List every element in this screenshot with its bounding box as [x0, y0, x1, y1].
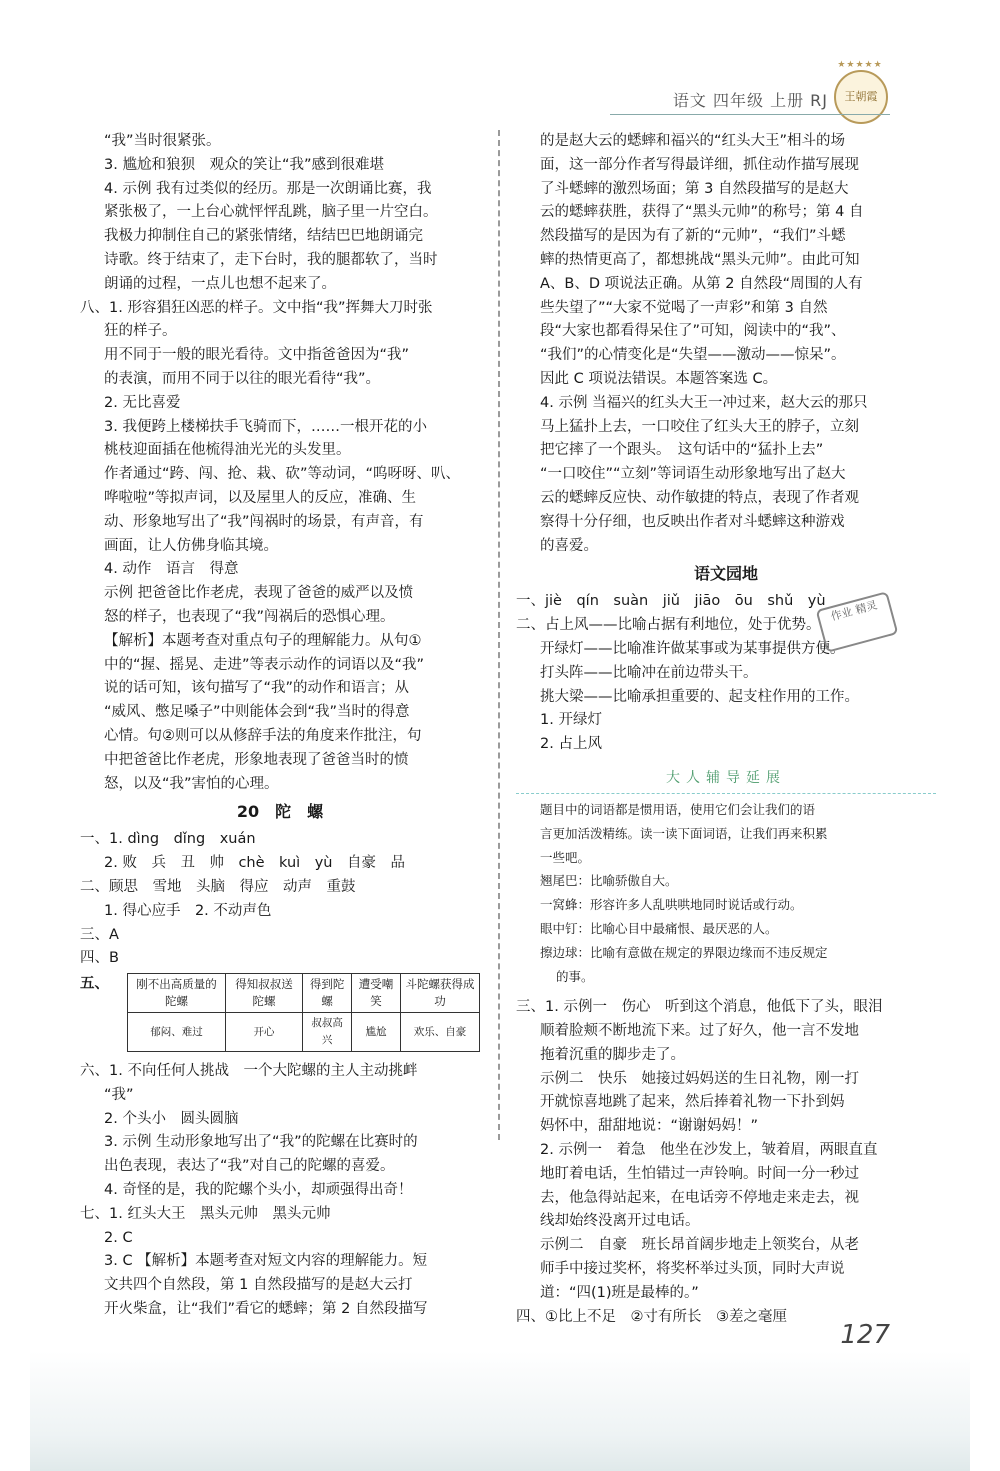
table-header-cell: 得知叔叔送陀螺 — [225, 974, 302, 1013]
answer-lines-top — [80, 130, 480, 796]
answer-line: 2. 个头小 圆头圆脑 — [104, 1110, 239, 1127]
answer-line: 2. 无比喜爱 — [104, 394, 181, 411]
extension-lines — [516, 798, 936, 988]
brand-badge-icon — [834, 70, 888, 124]
answer-line: 三、1. 示例一 伤心 听到这个消息，他低下了头，眼泪 — [516, 999, 883, 1016]
answer-line: 师手中接过奖杯，将奖杯举过头顶，同时大声说 — [540, 1261, 845, 1278]
answer-line: 3. 示例 生动形象地写出了“我”的陀螺在比赛时的 — [104, 1134, 418, 1151]
table-answer-cell: 叔叔高兴 — [303, 1013, 352, 1052]
answer-line: 紧张极了，一上台心就怦怦乱跳，脑子里一片空白。 — [104, 204, 438, 221]
answer-line: 朗诵的过程，一点儿也想不起来了。 — [104, 275, 336, 292]
extension-line: 的事。 — [556, 968, 594, 984]
table-header-cell: 遭受嘲笑 — [352, 974, 401, 1013]
answer-line: 1. 开绿灯 — [540, 712, 602, 729]
answer-line: 挑大梁——比喻承担重要的、起支柱作用的工作。 — [540, 688, 859, 705]
answer-line: 示例二 快乐 她接过妈妈送的生日礼物，刚一打 — [540, 1070, 859, 1087]
answer-line: 2. 占上风 — [540, 736, 602, 753]
answer-line: 怒的样子，也表现了“我”闯祸后的恐惧心理。 — [104, 608, 395, 625]
answer-line: 2. 示例一 着急 他坐在沙发上，皱着眉，两眼直直 — [540, 1142, 878, 1159]
answer-line: 2. C — [104, 1229, 133, 1246]
answer-line: 桃枝迎面插在他梳得油光光的头发里。 — [104, 442, 351, 459]
answer-line: 云的蟋蟀反应快、动作敏捷的特点，表现了作者观 — [540, 489, 859, 506]
answer-line: 开绿灯——比喻准许做某事或为某事提供方便。 — [540, 640, 845, 657]
badge-stars: ★★★★★ — [837, 60, 883, 70]
answer-line: “我”当时很紧张。 — [104, 133, 221, 149]
answer-line: 了斗蟋蟀的激烈场面；第 3 自然段描写的是赵大 — [540, 180, 849, 197]
answer-line: 面，这一部分作者写得最详细，抓住动作描写展现 — [540, 156, 859, 173]
answer-line: “威风、憋足嗓子”中则能体会到“我”当时的得意 — [104, 704, 410, 721]
extension-line: 一窝蜂：形容许多人乱哄哄地同时说话或行动。 — [540, 897, 803, 913]
answer-line: A、B、D 项说法正确。从第 2 自然段“周围的人有 — [540, 275, 863, 292]
answer-line: 马上猛扑上去，一口咬住了红头大王的脖子，立刻 — [540, 418, 859, 435]
table-header-cell: 刚不出高质量的陀螺 — [128, 974, 226, 1013]
answer-line: “一口咬住”“立刻”等词语生动形象地写出了赵大 — [540, 466, 846, 483]
lesson-title: 20 陀 螺 — [236, 802, 324, 822]
answer-line: 说的话可知，该句描写了“我”的动作和语言；从 — [104, 680, 410, 697]
answer-line: 4. 动作 语言 得意 — [104, 561, 239, 578]
answer-line: 1. 得心应手 2. 不动声色 — [104, 902, 272, 919]
answer-line: “我” — [104, 1086, 134, 1103]
answer-line: 4. 奇怪的是，我的陀螺个头小，却顽强得出奇！ — [104, 1182, 413, 1199]
answer-line: 因此 C 项说法错误。本题答案选 C。 — [540, 370, 778, 387]
answer-line: 的是赵大云的蟋蟀和福兴的“红头大王”相斗的场 — [540, 133, 846, 149]
answer-line: 的表演，而用不同于以往的眼光看待“我”。 — [104, 370, 381, 387]
table-label: 五、 — [80, 976, 109, 993]
answer-line: 4. 示例 我有过类似的经历。那是一次朗诵比赛，我 — [104, 180, 432, 197]
extension-line: 眼中钉：比喻心目中最痛恨、最厌恶的人。 — [540, 920, 778, 936]
answer-line: 作者通过“跨、闯、抢、栽、砍”等动词，“呜呀呀、叭、 — [104, 466, 461, 483]
table-header-cell: 得到陀螺 — [303, 974, 352, 1013]
badge-text: 王朝霞 — [844, 90, 878, 103]
answer-line: 打头阵——比喻冲在前边带头干。 — [540, 664, 758, 681]
answer-line: 我极力抑制住自己的紧张情绪，结结巴巴地朗诵完 — [104, 228, 423, 245]
answer-line: 段“大家也都看得呆住了”可知，阅读中的“我”、 — [540, 323, 846, 340]
answer-line: 四、B — [80, 950, 119, 967]
table-block — [80, 973, 480, 1052]
book-title: 语文 四年级 上册 RJ — [672, 91, 828, 110]
answer-line: 开火柴盒，让“我们”看它的蟋蟀；第 2 自然段描写 — [104, 1301, 428, 1318]
answer-line: 七、1. 红头大王 黑头元帅 黑头元帅 — [80, 1205, 331, 1222]
answer-line: 动、形象地写出了“我”闯祸时的场景，有声音，有 — [104, 513, 424, 530]
answer-line: 云的蟋蟀获胜，获得了“黑头元帅”的称号；第 4 自 — [540, 204, 864, 221]
page-number: 127 — [840, 1320, 890, 1350]
answer-line: 狂的样子。 — [104, 323, 177, 340]
answer-line: 六、1. 不向任何人挑战 一个大陀螺的主人主动挑衅 — [80, 1063, 418, 1080]
table-answer-cell: 尴尬 — [352, 1013, 401, 1052]
answer-line: 中的“握、摇晃、走进”等表示动作的词语以及“我” — [104, 656, 425, 673]
answer-line: 用不同于一般的眼光看待。文中指爸爸因为“我” — [104, 347, 410, 364]
section-three — [516, 996, 936, 1329]
answer-line: 些失望了”“大家不觉喝了一声彩”和第 3 自然 — [540, 299, 828, 316]
answer-line: 二、顾思 雪地 头脑 得应 动声 重鼓 — [80, 878, 356, 895]
answer-line: 4. 示例 当福兴的红头大王一冲过来，赵大云的那只 — [540, 394, 868, 411]
answer-line: 线却始终没离开过电话。 — [540, 1213, 700, 1230]
answer-line: 去，他急得站起来，在电话旁不停地走来走去，视 — [540, 1189, 859, 1206]
answer-line: 3. 我便跨上楼梯扶手飞骑而下，……一根开花的小 — [104, 418, 427, 435]
extension-line: 翘尾巴：比喻骄傲自大。 — [540, 873, 678, 889]
table-answer-cell: 郁闷、难过 — [128, 1013, 226, 1052]
extension-line: 言更加活泼精练。读一读下面词语，让我们再来积累 — [540, 825, 828, 841]
extension-title-text: 大人辅导延展 — [658, 770, 794, 786]
extension-line: 擦边球：比喻有意做在规定的界限边缘而不违反规定 — [540, 944, 828, 960]
answer-line: 示例 把爸爸比作老虎，表现了爸爸的威严以及愤 — [104, 585, 414, 602]
header-rule — [610, 114, 890, 115]
table-answer-cell: 欢乐、自豪 — [400, 1013, 479, 1052]
table-answer-cell: 开心 — [225, 1013, 302, 1052]
answer-lines-bottom — [80, 1060, 480, 1322]
answer-line: 顺着脸颊不断地流下来。过了好久，他一言不发地 — [540, 1023, 859, 1040]
extension-title — [516, 763, 936, 794]
answer-line: 三、A — [80, 926, 119, 943]
answer-line: 开就惊喜地跳了起来，然后捧着礼物一下扑到妈 — [540, 1094, 845, 1111]
answer-line: 诗歌。终于结束了，走下台时，我的腿都软了，当时 — [104, 251, 438, 268]
left-column — [80, 130, 480, 1322]
footer-decoration — [30, 1351, 970, 1471]
answer-line: 把它摔了一个跟头。 这句话中的“猛扑上去” — [540, 442, 824, 459]
answer-line: “我们”的心情变化是“失望——激动——惊呆”。 — [540, 347, 846, 364]
answer-line: 的喜爱。 — [540, 537, 598, 554]
answer-line: 然段描写的是因为有了新的“元帅”，“我们”斗蟋 — [540, 228, 846, 245]
answer-line: 【解析】本题考查对重点句子的理解能力。从句① — [104, 632, 422, 649]
answer-line: 蟀的热情更高了，都想挑战“黑头元帅”。由此可知 — [540, 251, 860, 268]
column-divider — [498, 130, 500, 1140]
answer-line: 怒，以及“我”害怕的心理。 — [104, 775, 279, 792]
answer-line: 拖着沉重的脚步走了。 — [540, 1046, 685, 1063]
answer-line: 2. 败 兵 丑 帅 chè kuì yù 自豪 品 — [104, 855, 405, 872]
answer-line: 3. C 【解析】本题考查对短文内容的理解能力。短 — [104, 1253, 428, 1270]
table-header-cell: 斗陀螺获得成功 — [400, 974, 479, 1013]
extension-line: 一些吧。 — [540, 849, 591, 865]
answer-line: 心情。句②则可以从修辞手法的角度来作批注，句 — [104, 727, 422, 744]
answer-line: 地盯着电话，生怕错过一声铃响。时间一分一秒过 — [540, 1165, 859, 1182]
answer-line: 文共四个自然段，第 1 自然段描写的是赵大云打 — [104, 1277, 413, 1294]
stamp-text: 作业 精灵 — [829, 598, 879, 624]
answer-line: 一、jiè qín suàn jiǔ jiāo ōu shǔ yù — [516, 593, 826, 610]
answer-line: 四、①比上不足 ②寸有所长 ③差之毫厘 — [516, 1308, 787, 1325]
answer-line: 出色表现，表达了“我”对自己的陀螺的喜爱。 — [104, 1158, 395, 1175]
lesson-answers — [80, 828, 480, 971]
answer-line: 3. 尴尬和狼狈 观众的笑让“我”感到很难堪 — [104, 156, 384, 173]
extension-line: 题目中的词语都是惯用语，使用它们会让我们的语 — [540, 801, 816, 817]
answer-line: 一、1. dìng dǐng xuán — [80, 831, 256, 848]
answer-line: 察得十分仔细，也反映出作者对斗蟋蟀这种游戏 — [540, 513, 845, 530]
answer-line: 画面，让人仿佛身临其境。 — [104, 537, 278, 554]
answer-line: 二、占上风——比喻占据有利地位，处于优势。 — [516, 617, 821, 634]
answer-table — [127, 973, 480, 1052]
answer-line: 八、1. 形容猖狂凶恶的样子。文中指“我”挥舞大刀时张 — [80, 299, 433, 316]
table-header-row — [128, 974, 480, 1013]
garden-title: 语文园地 — [693, 564, 758, 584]
answer-lines-right — [516, 130, 936, 558]
answer-line: 道：“四(1)班是最棒的。” — [540, 1284, 699, 1301]
answer-line: 哗啦啦”等拟声词，以及屋里人的反应，准确、生 — [104, 489, 417, 506]
answer-line: 示例二 自豪 班长昂首阔步地走上领奖台，从老 — [540, 1237, 859, 1254]
right-column — [516, 130, 936, 1329]
answer-line: 中把爸爸比作老虎，形象地表现了爸爸当时的愤 — [104, 751, 409, 768]
answer-line: 妈怀中，甜甜地说：“谢谢妈妈！” — [540, 1118, 759, 1135]
page-header — [600, 60, 980, 120]
table-answer-row — [128, 1013, 480, 1052]
